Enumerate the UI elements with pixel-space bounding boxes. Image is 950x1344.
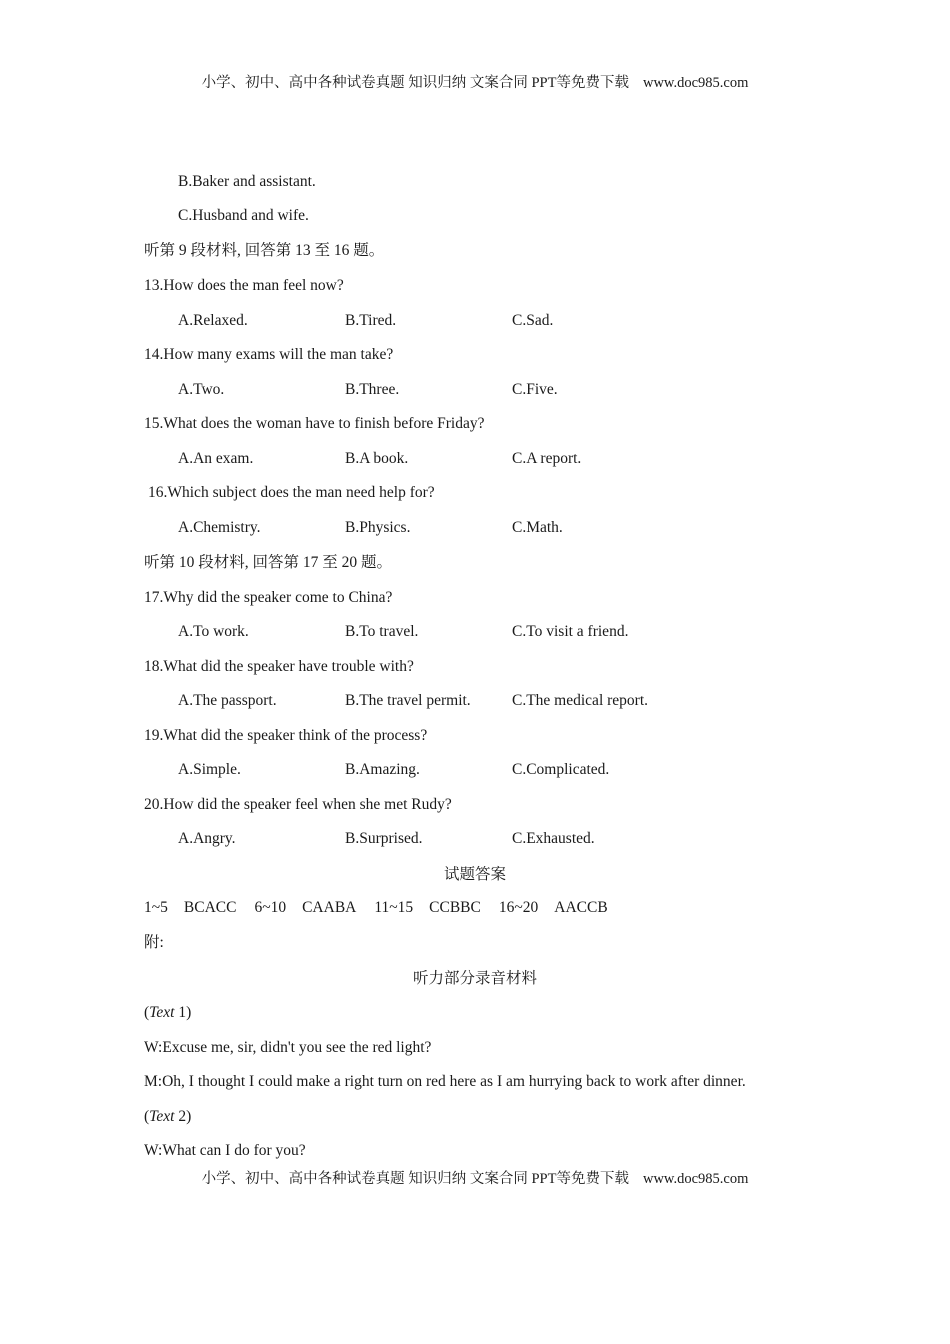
text-label: Text: [149, 1108, 175, 1125]
option-b: B.Three.: [345, 381, 400, 398]
transcript-line: W:Excuse me, sir, didn't you see the red light?: [144, 1039, 432, 1056]
section-intro-10: 听第 10 段材料, 回答第 17 至 20 题。: [144, 554, 393, 571]
text2-heading: (Text 2): [144, 1108, 192, 1125]
page-header: [0, 73, 950, 93]
text-number: 2: [178, 1108, 187, 1125]
question-14: 14.How many exams will the man take?: [144, 346, 394, 363]
answer-key: [144, 898, 608, 918]
option-c: C.Math.: [512, 519, 563, 536]
option-a: A.To work.: [178, 623, 249, 640]
section-intro-9: 听第 9 段材料, 回答第 13 至 16 题。: [144, 242, 385, 259]
footer-site-text: 小学、初中、高中各种试卷真题 知识归纳 文案合同 PPT等免费下载: [201, 1171, 629, 1187]
appendix-title: 听力部分录音材料: [412, 970, 537, 987]
option-b: B.Physics.: [345, 519, 411, 536]
transcript-line: M:Oh, I thought I could make a right turn on red here as I am hurrying back to work after dinner.: [144, 1073, 746, 1090]
answer-range: 11~15: [374, 899, 414, 916]
option-a: A.Chemistry.: [178, 519, 261, 536]
option-a: A.Relaxed.: [178, 312, 248, 329]
answer-letters: BCACC: [183, 899, 237, 916]
option-c: C.Complicated.: [512, 761, 610, 778]
option-c: C.To visit a friend.: [512, 623, 629, 640]
answer-letters: CAABA: [302, 899, 357, 916]
option-b: B.The travel permit.: [345, 692, 471, 709]
appendix-label: 附:: [144, 934, 164, 951]
text1-heading: (Text 1): [144, 1004, 192, 1021]
option-a: A.An exam.: [178, 450, 254, 467]
text-label: Text: [149, 1004, 175, 1021]
header-url: www.doc985.com: [642, 75, 749, 91]
option-b: B.A book.: [345, 450, 409, 467]
footer-url: www.doc985.com: [642, 1171, 749, 1187]
option-a: A.Two.: [178, 381, 225, 398]
option-b: B.Tired.: [345, 312, 397, 329]
answer-range: 16~20: [498, 899, 539, 916]
option-c: C.A report.: [512, 450, 582, 467]
answers-title: 试题答案: [443, 866, 506, 883]
option-b: B.Surprised.: [345, 830, 423, 847]
option-a: A.Simple.: [178, 761, 241, 778]
answer-letters: CCBBC: [429, 899, 481, 916]
option-a: A.Angry.: [178, 830, 236, 847]
transcript-line: W:What can I do for you?: [144, 1142, 306, 1159]
option-c: C.Five.: [512, 381, 558, 398]
question-13: 13.How does the man feel now?: [144, 277, 344, 294]
question-15: 15.What does the woman have to finish before Friday?: [144, 415, 485, 432]
option-a: A.The passport.: [178, 692, 277, 709]
answer-range: 1~5: [144, 899, 168, 916]
question-19: 19.What did the speaker think of the process?: [144, 727, 428, 744]
option-c: C.Sad.: [512, 312, 554, 329]
option-b: B.To travel.: [345, 623, 419, 640]
answer-range: 6~10: [254, 899, 287, 916]
option-b: B.Amazing.: [345, 761, 420, 778]
question-16: 16.Which subject does the man need help for?: [148, 484, 435, 501]
question-20: 20.How did the speaker feel when she met Rudy?: [144, 796, 452, 813]
option-c: C.Exhausted.: [512, 830, 595, 847]
option-c: C.The medical report.: [512, 692, 649, 709]
question-17: 17.Why did the speaker come to China?: [144, 589, 393, 606]
header-site-text: 小学、初中、高中各种试卷真题 知识归纳 文案合同 PPT等免费下载: [201, 75, 629, 91]
prev-option-b: B.Baker and assistant.: [178, 173, 316, 190]
page-footer: [0, 1169, 950, 1189]
question-18: 18.What did the speaker have trouble with?: [144, 658, 414, 675]
prev-option-c: C.Husband and wife.: [178, 207, 309, 224]
text-number: 1: [178, 1004, 187, 1021]
answer-letters: AACCB: [554, 899, 608, 916]
